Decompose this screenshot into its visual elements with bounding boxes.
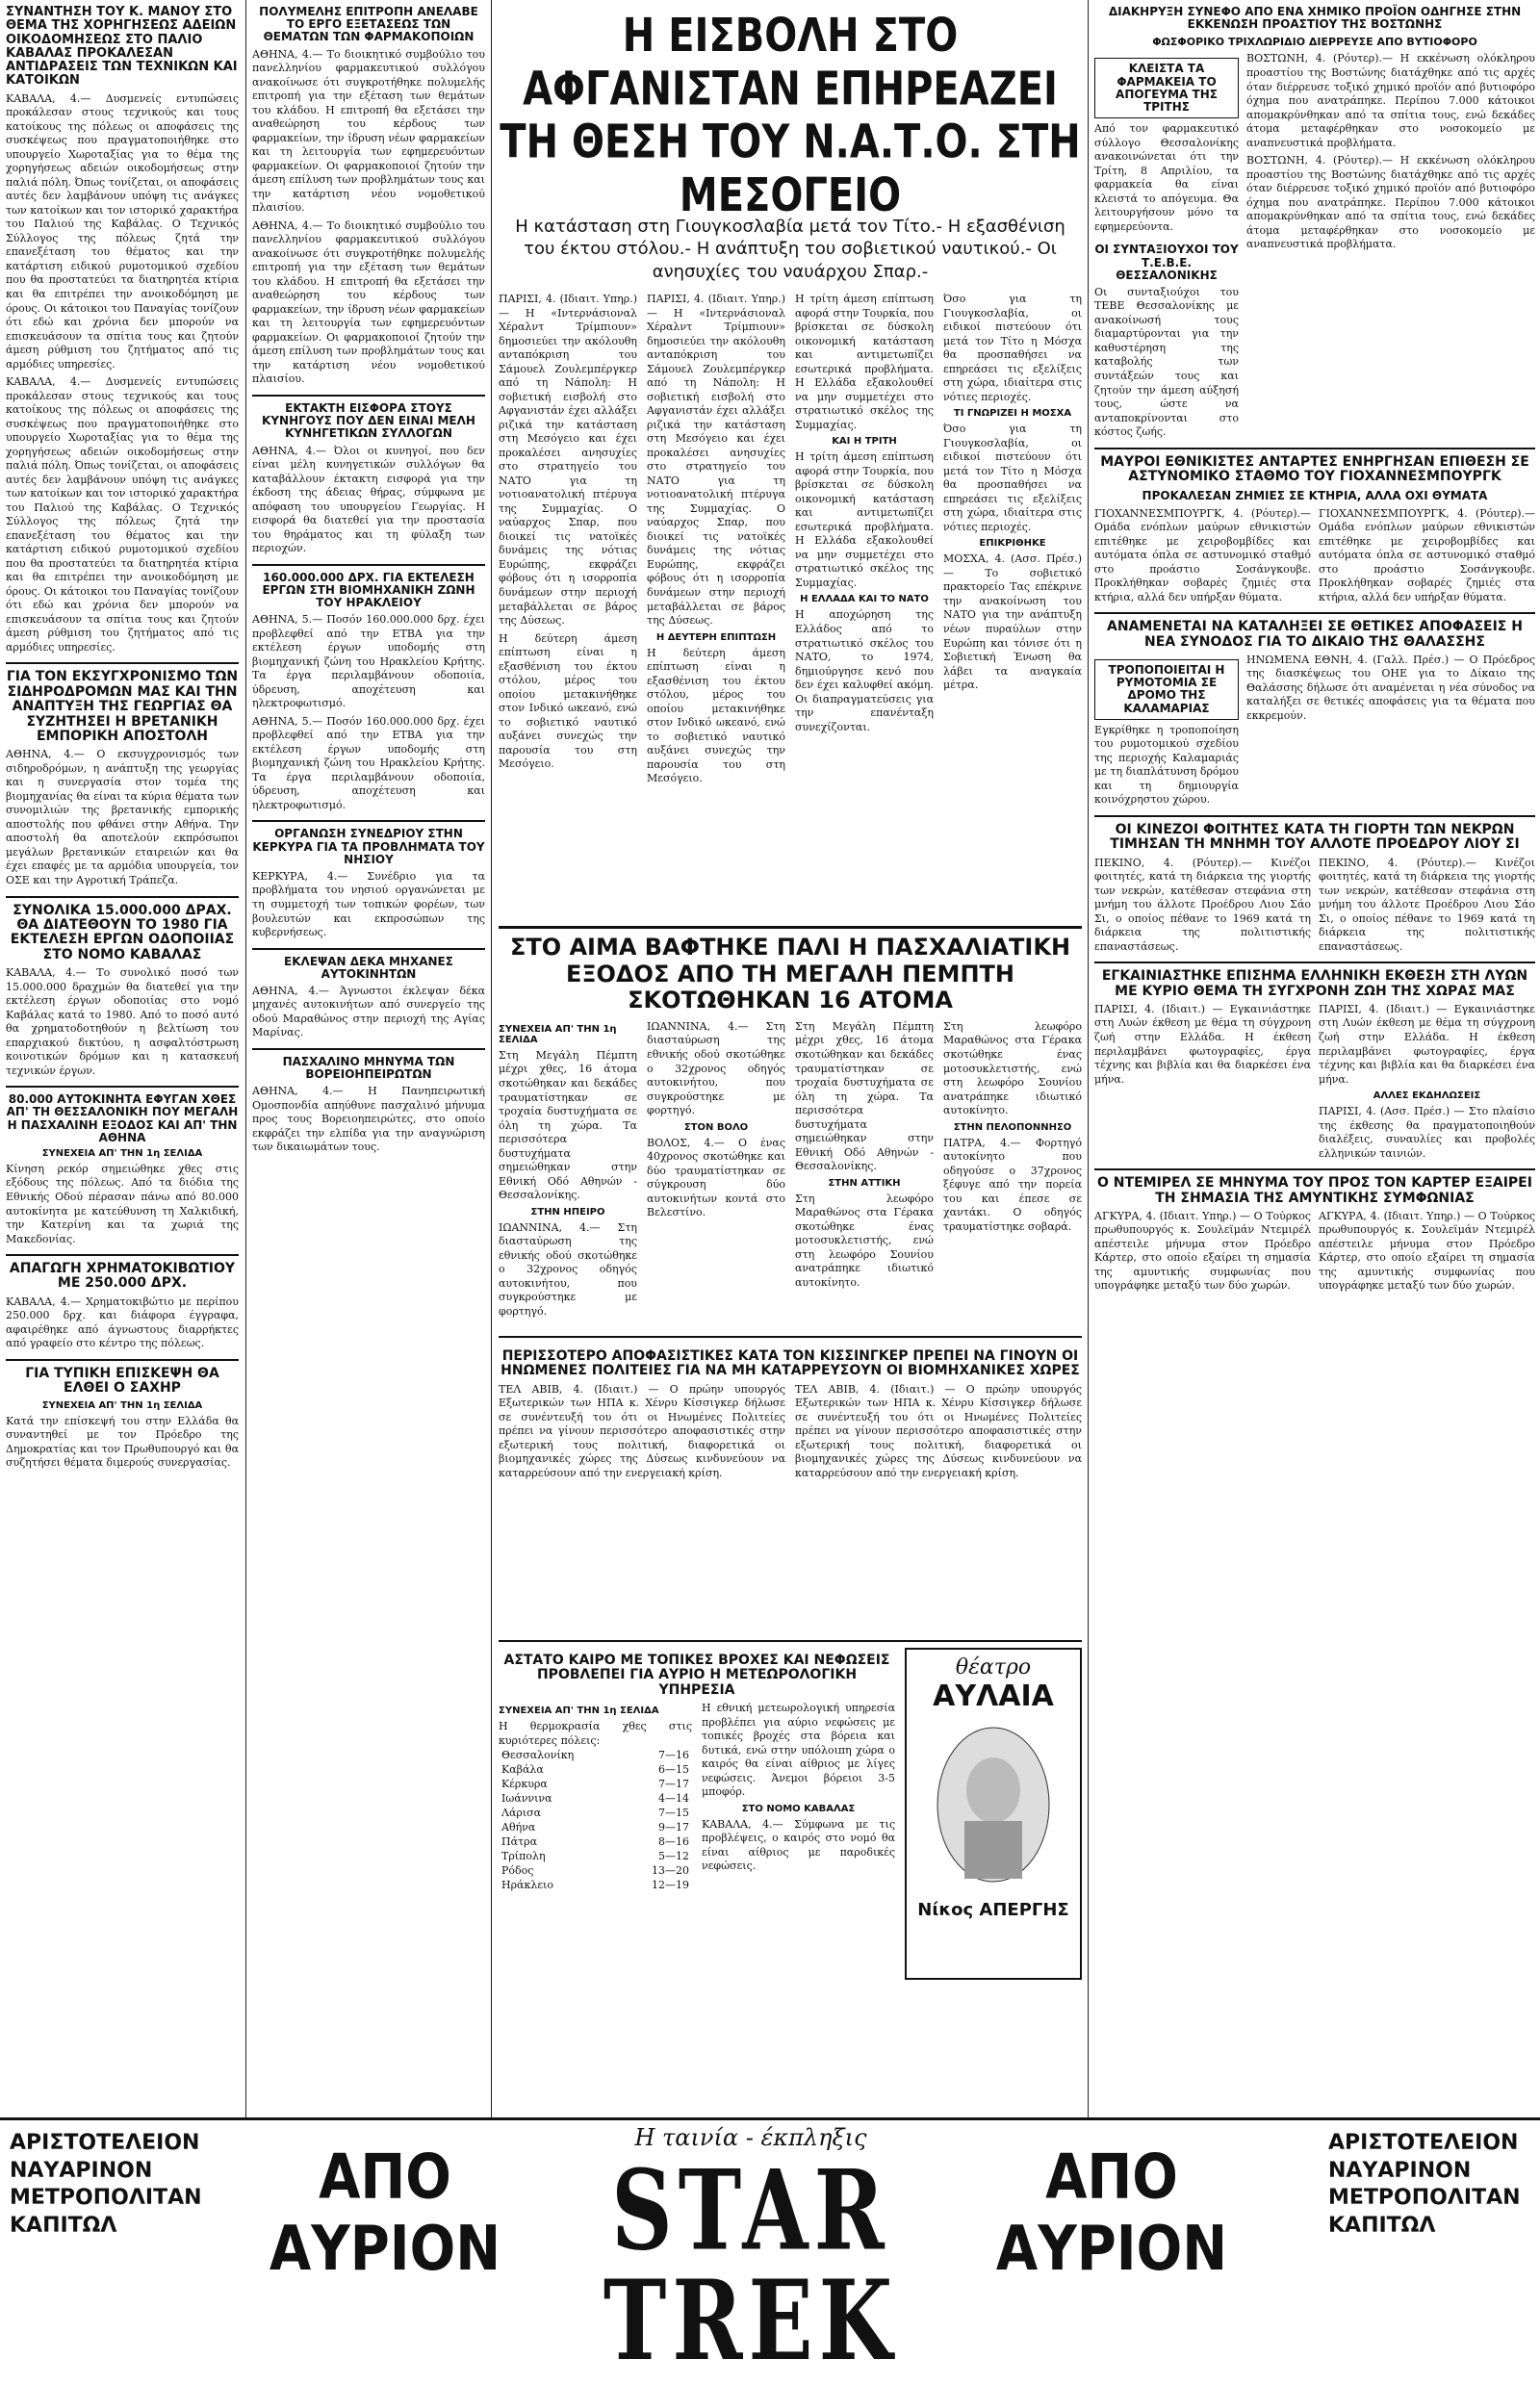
boxed-notice	[1094, 654, 1239, 808]
article-body: ΠΕΚΙΝΟ, 4. (Ρόυτερ).— Κινέζοι φοιτητές, κατά τη διάρκεια της γιορτής των νεκρών, κατέθεσαν στεφάνια στη μνήμη του άλλοτε Προέδρου Λιου Σάο Σι, ο οποίος πέθανε το 1969 κατά τη διάρκεια της πολιτιστικής επαναστάσεως.	[1319, 856, 1535, 953]
article-body: Η δεύτερη άμεση επίπτωση είναι η εξασθένιση του έκτου στόλου, μέρος του οποίου μετακινήθηκε στον Ινδικό ωκεανό, ενώ το σοβιετικό ναυτικό αυξάνει συνεχώς την παρουσία του στη Μεσόγειο.	[647, 646, 785, 785]
weather-row	[499, 1878, 692, 1892]
section-subhead: ΤΙ ΓΝΩΡΙΖΕΙ Η ΜΟΣΧΑ	[953, 408, 1072, 420]
right-row	[1094, 1003, 1535, 1161]
article-title: ΠΕΡΙΣΣΟΤΕΡΟ ΑΠΟΦΑΣΙΣΤΙΚΕΣ ΚΑΤΑ ΤΟΝ ΚΙΣΣΙΝΓΚΕΡ ΠΡΕΠΕΙ ΝΑ ΓΙΝΟΥΝ ΟΙ ΗΝΩΜΕΝΕΣ ΠΟΛΙΤΕΙΕΣ ΓΙΑ ΝΑ ΜΗ ΚΑΤΑΡΡΕΥΣΟΥΝ ΟΙ ΒΙΟΜΗΧΑΝΙΚΕΣ ΧΩΡΕΣ	[500, 1347, 1080, 1379]
weather-col	[499, 1702, 692, 1892]
temperature-table	[499, 1748, 692, 1892]
article-body: Στη λεωφόρο Μαραθώνος στα Γέρακα σκοτώθηκε ένας μοτοσυκλετιστής, ενώ στη λεωφόρο Σουνίου ανατράπηκε ιδιωτικό αυτοκίνητο.	[943, 1019, 1082, 1117]
film-promo	[549, 2124, 953, 2385]
temperature-range: 7—16	[658, 1749, 689, 1762]
article-body: ΑΘΗΝΑ, 4.— Η Πανηπειρωτική Ομοσπονδία απηύθυνε πασχαλινό μήνυμα προς τους Βορειοηπειρώτες, στο οποίο εκφράζει την ελπίδα για την αναγνώριση των δικαιωμάτων τους.	[252, 1085, 485, 1154]
article-body: ΒΟΛΟΣ, 4.— Ο ένας 40χρονος σκοτώθηκε και δύο τραυματίστηκαν σε σύγκρουση δύο αυτοκινήτων κοντά στο Βελεστίνο.	[647, 1136, 785, 1219]
article-body: ΓΙΟΧΑΝΝΕΣΜΠΟΥΡΓΚ, 4. (Ρόυτερ).— Ομάδα ενόπλων μαύρων εθνικιστών επιτέθηκε με χειροβομβίδες και αυτόματα όπλα σε αστυνομικό σταθμό στο προάστιο Σοσάνγκουβε. Προκλήθηκαν σοβαρές ζημιές στα κτήρια, αλλά δεν υπήρξαν θύματα.	[1094, 506, 1311, 603]
article-body: ΚΑΒΑΛΑ, 4.— Χρηματοκιβώτιο με περίπου 250.000 δρχ. και διάφορα έγγραφα, αφαιρέθηκε από άγνωστους διαρρήκτες από γραφείο στο κέντρο της πόλεως.	[6, 1295, 239, 1350]
temperature-range: 5—12	[658, 1850, 689, 1863]
right-text	[1319, 1003, 1535, 1161]
lead-col	[795, 293, 934, 918]
column-right	[1094, 0, 1535, 2117]
weather-row	[499, 1748, 692, 1762]
article-body: ΓΙΟΧΑΝΝΕΣΜΠΟΥΡΓΚ, 4. (Ρόυτερ).— Ομάδα ενόπλων μαύρων εθνικιστών επιτέθηκε με χειροβομβίδες και αυτόματα όπλα σε αστυνομικό σταθμό στο προάστιο Σοσάνγκουβε. Προκλήθηκαν σοβαρές ζημιές στα κτήρια, αλλά δεν υπήρξαν θύματα.	[1319, 506, 1535, 603]
article-title: ΓΙΑ ΤΟΝ ΕΚΣΥΓΧΡΟΝΙΣΜΟ ΤΩΝ ΣΙΔΗΡΟΔΡΟΜΩΝ ΜΑΣ ΚΑΙ ΤΗΝ ΑΝΑΠΤΥΞΗ ΤΗΣ ΓΕΩΡΓΙΑΣ ΘΑ ΣΥΖΗΤΗΣΕΙ Η ΒΡΕΤΑΝΙΚΗ ΕΜΠΟΡΙΚΗ ΑΠΟΣΤΟΛΗ	[6, 662, 239, 744]
section-subhead: Η ΔΕΥΤΕΡΗ ΕΠΙΠΤΩΣΗ	[655, 631, 777, 643]
article-body: ΑΓΚΥΡΑ, 4. (Ιδιαιτ. Υπηρ.) — Ο Τούρκος πρωθυπουργός κ. Σουλεϊμάν Ντεμιρέλ απέστειλε μήνυμα στον Πρόεδρο Κάρτερ, στο οποίο εξαίρει τη σημασία της αμυντικής συμφωνίας που υπογράφηκε μεταξύ των δύο χωρών.	[1094, 1209, 1311, 1293]
pascha-col	[499, 1020, 637, 1328]
article-title: ΑΠΑΓΩΓΗ ΧΡΗΜΑΤΟΚΙΒΩΤΙΟΥ ΜΕ 250.000 ΔΡΧ.	[6, 1254, 239, 1292]
article-body: ΒΟΣΤΩΝΗ, 4. (Ρόυτερ).— Η εκκένωση ολόκληρου προαστίου της Βοστώνης διατάχθηκε από τις αρχές όταν διέρρευσε τοξικό χημικό προϊόν από βυτιοφόρο όχημα που ανατράπηκε. Περίπου 7.000 κάτοικοι απομακρύνθηκαν από τα σπίτια τους, ενώ δεκάδες άτομα μεταφέρθηκαν στο νοσοκομείο με αναπνευστικά προβλήματα.	[1246, 154, 1535, 251]
article-title: ΣΥΝΑΝΤΗΣΗ ΤΟΥ Κ. ΜΑΝΟΥ ΣΤΟ ΘΕΜΑ ΤΗΣ ΧΟΡΗΓΗΣΕΩΣ ΑΔΕΙΩΝ ΟΙΚΟΔΟΜΗΣΕΩΣ ΣΤΟ ΠΑΛΙΟ ΚΑΒΑΛΑΣ ΠΡΟΚΑΛΕΣΑΝ ΑΝΤΙΔΡΑΣΕΙΣ ΤΩΝ ΤΕΧΝΙΚΩΝ ΚΑΙ ΚΑΤΟΙΚΩΝ	[6, 5, 238, 89]
section-subhead: Η ΕΛΛΑΔΑ ΚΑΙ ΤΟ ΝΑΤΟ	[800, 594, 929, 605]
article-body: ΑΘΗΝΑ, 4.— Όλοι οι κυνηγοί, που δεν είναι μέλη κυνηγετικών συλλόγων θα καταβάλλουν έκτακτη εισφορά για την έκδοση της άδειας θήρας, σύμφωνα με απόφαση του υπουργείου Γεωργίας. Η εισφορά θα διατεθεί για την προστασία του θηράματος και τη φύλαξη των περιοχών.	[252, 444, 485, 555]
article-subtitle: ΠΡΟΚΑΛΕΣΑΝ ΖΗΜΙΕΣ ΣΕ ΚΤΗΡΙΑ, ΑΛΛΑ ΟΧΙ ΘΥΜΑΤΑ	[1142, 489, 1488, 503]
pascha-columns	[499, 1020, 1082, 1328]
pascha-col	[647, 1020, 785, 1328]
film-title: STAR TREK	[603, 2144, 899, 2385]
weather-row	[499, 1777, 692, 1791]
weather-columns	[499, 1702, 895, 1892]
weather-col	[702, 1702, 895, 1892]
weather-row	[499, 1863, 692, 1878]
lead-col	[647, 293, 785, 918]
weather-story	[499, 1648, 895, 1980]
weather-row	[499, 1791, 692, 1806]
article-title: Ο ΝΤΕΜΙΡΕΛ ΣΕ ΜΗΝΥΜΑ ΤΟΥ ΠΡΟΣ ΤΟΝ ΚΑΡΤΕΡ ΕΞΑΙΡΕΙ ΤΗ ΣΗΜΑΣΙΑ ΤΗΣ ΑΜΥΝΤΙΚΗΣ ΣΥΜΦΩΝΙΑΣ	[1094, 1168, 1535, 1206]
continuation-note: ΣΥΝΕΧΕΙΑ ΑΠ' ΤΗΝ 1η ΣΕΛΙΔΑ	[499, 1023, 617, 1045]
lead-story-columns	[499, 293, 1082, 918]
pascha-story	[499, 926, 1082, 1328]
article-body: ΤΕΛ ΑΒΙΒ, 4. (Ιδιαιτ.) — Ο πρώην υπουργός Εξωτερικών των ΗΠΑ κ. Χένρυ Κίσσιγκερ δήλωσε σε συνέντευξή του ότι οι Ηνωμένες Πολιτείες πρέπει να γίνουν περισσότερο αποφασιστικές στην εξωτερική τους πολιτική, διαφορετικά οι βιομηχανικές χώρες της Δύσεως κινδυνεύουν να καταρρεύσουν από την ενεργειακή κρίση.	[499, 1382, 785, 1479]
lead-col	[943, 293, 1082, 918]
kissinger-row	[499, 1336, 1082, 1632]
cinema-name: ΝΑΥΑΡΙΝΟΝ	[10, 2158, 153, 2183]
article-title: ΓΙΑ ΤΥΠΙΚΗ ΕΠΙΣΚΕΨΗ ΘΑ ΕΛΘΕΙ Ο ΣΑΧΗΡ	[6, 1359, 239, 1397]
article-body: ΠΑΡΙΣΙ, 4. (Ασσ. Πρέσ.) — Στο πλαίσιο της έκθεσης θα πραγματοποιηθούν διαλέξεις, συναυλίες και προβολές ελληνικών ταινιών.	[1319, 1105, 1535, 1160]
continuation-note: ΣΥΝΕΧΕΙΑ ΑΠ' ΤΗΝ 1η ΣΕΛΙΔΑ	[41, 1147, 203, 1159]
temperature-range: 6—15	[658, 1763, 689, 1777]
article-body: ΠΕΚΙΝΟ, 4. (Ρόυτερ).— Κινέζοι φοιτητές, κατά τη διάρκεια της γιορτής των νεκρών, κατέθεσαν στεφάνια στη μνήμη του άλλοτε Προέδρου Λιου Σάο Σι, ο οποίος πέθανε το 1969 κατά τη διάρκεια της πολιτιστικής επαναστάσεως.	[1094, 856, 1311, 953]
article-title: ΟΙ ΚΙΝΕΖΟΙ ΦΟΙΤΗΤΕΣ ΚΑΤΑ ΤΗ ΓΙΟΡΤΗ ΤΩΝ ΝΕΚΡΩΝ ΤΙΜΗΣΑΝ ΤΗ ΜΝΗΜΗ ΤΟΥ ΑΛΛΟΤΕ ΠΡΟΕΔΡΟΥ ΛΙΟΥ ΣΙ	[1094, 815, 1535, 853]
article-title: ΑΣΤΑΤΟ ΚΑΙΡΟ ΜΕ ΤΟΠΙΚΕΣ ΒΡΟΧΕΣ ΚΑΙ ΝΕΦΩΣΕΙΣ ΠΡΟΒΛΕΠΕΙ ΓΙΑ ΑΥΡΙΟ Η ΜΕΤΕΩΡΟΛΟΓΙΚΗ ΥΠΗΡΕΣΙΑ	[503, 1652, 890, 1698]
city-name: Αθήνα	[501, 1821, 536, 1834]
article-body: ΙΩΑΝΝΙΝΑ, 4.— Στη διασταύρωση της εθνικής οδού σκοτώθηκε ο 32χρονος οδηγός αυτοκινήτου, που συγκρούστηκε με φορτηγό.	[499, 1220, 637, 1318]
continuation-note: ΣΥΝΕΧΕΙΑ ΑΠ' ΤΗΝ 1η ΣΕΛΙΔΑ	[499, 1705, 659, 1717]
article-body: Η τρίτη άμεση επίπτωση αφορά στην Τουρκία, που βρίσκεται σε δύσκολη οικονομική κατάσταση και αντιμετωπίζει εσωτερικά προβλήματα. Η Ελλάδα εξακολουθεί να μην συμμετέχει στο στρατιωτικό σκέλος της Συμμαχίας.	[795, 450, 934, 589]
cinema-name: ΜΕΤΡΟΠΟΛΙΤΑΝ	[1328, 2186, 1521, 2211]
boxed-notice	[1094, 52, 1239, 439]
lead-col	[499, 293, 637, 918]
right-row	[1094, 52, 1535, 439]
article-body: Όσο για τη Γιουγκοσλαβία, οι ειδικοί πιστεύουν ότι μετά τον Τίτο η Μόσχα θα προσπαθήσει να επηρεάσει τις εξελίξεις στη χώρα, ιδιαίτερα στις νότιες περιοχές.	[943, 293, 1082, 403]
article-title: ΜΑΥΡΟΙ ΕΘΝΙΚΙΣΤΕΣ ΑΝΤΑΡΤΕΣ ΕΝΗΡΓΗΣΑΝ ΕΠΙΘΕΣΗ ΣΕ ΑΣΤΥΝΟΜΙΚΟ ΣΤΑΘΜΟ ΤΟΥ ΓΙΟΧΑΝΝΕΣΜΠΟΥΡΓΚ	[1094, 448, 1535, 485]
theatre-aulaia-ad	[905, 1648, 1082, 1980]
temperature-range: 7—17	[658, 1778, 689, 1791]
right-row	[1094, 507, 1535, 605]
weather-row	[499, 1834, 692, 1849]
temperature-range: 9—17	[658, 1821, 689, 1834]
article-title: ΣΤΟ ΑΙΜΑ ΒΑΦΤΗΚΕ ΠΑΛΙ Η ΠΑΣΧΑΛΙΑΤΙΚΗ ΕΞΟΔΟΣ ΑΠΟ ΤΗ ΜΕΓΑΛΗ ΠΕΜΠΤΗ ΣΚΟΤΩΘΗΚΑΝ 16 ΑΤΟΜΑ	[509, 934, 1071, 1014]
article-title: ΕΓΚΑΙΝΙΑΣΤΗΚΕ ΕΠΙΣΗΜΑ ΕΛΛΗΝΙΚΗ ΕΚΘΕΣΗ ΣΤΗ ΛΥΩΝ ΜΕ ΚΥΡΙΟ ΘΕΜΑ ΤΗ ΣΥΓΧΡΟΝΗ ΖΩΗ ΤΗΣ ΧΩΡΑΣ ΜΑΣ	[1094, 962, 1535, 999]
article-title: ΠΟΛΥΜΕΛΗΣ ΕΠΙΤΡΟΠΗ ΑΝΕΛΑΒΕ ΤΟ ΕΡΓΟ ΕΞΕΤΑΣΕΩΣ ΤΩΝ ΘΕΜΑΤΩΝ ΤΩΝ ΦΑΡΜΑΚΟΠΟΙΩΝ	[259, 5, 478, 44]
article-body: ΚΑΒΑΛΑ, 4.— Σύμφωνα με τις προβλέψεις, ο καιρός στο νομό θα είναι αίθριος με παροδικές νεφώσεις.	[702, 1817, 895, 1873]
article-body: ΗΝΩΜΕΝΑ ΕΘΝΗ, 4. (Γαλλ. Πρέσ.) — Ο Πρόεδρος της διασκέψεως του ΟΗΕ για το Δίκαιο της Θαλάσσης δήλωσε ότι αναμένεται η νέα σύνοδος να καταλήξει σε θετικές αποφάσεις για τα θέματα που εκκρεμούν.	[1246, 653, 1535, 722]
cinema-list-left	[10, 2130, 231, 2274]
ad-text: ΑΥΛΑΙΑ	[933, 1679, 1054, 1713]
article-subtitle: ΦΩΣΦΟΡΙΚΟ ΤΡΙΧΛΩΡΙΔΙΟ ΔΙΕΡΡΕΥΣΕ ΑΠΟ ΒΥΤΙΟΦΟΡΟ	[1152, 36, 1477, 49]
pascha-col	[795, 1020, 934, 1328]
article-body: ΑΘΗΝΑ, 4.— Το διοικητικό συμβούλιο του πανελληνίου φαρμακευτικού συλλόγου ανακοίνωσε ότι συγκροτήθηκε πολυμελής επιτροπή για την εξέταση των θεμάτων του κλάδου. Η επιτροπή θα εξετάσει την αναθεώρηση του κέρδους των φαρμακείων, την ίδρυση νέων φαρμακείων και τη λειτουργία των εφημερευόντων φαρμακείων. Οι φαρμακοποιοί ζητούν την άμεση επίλυση των προβλημάτων τους και την κατάρτιση νέου νομοθετικού πλαισίου.	[252, 218, 485, 386]
cinema-name: ΑΡΙΣΤΟΤΕΛΕΙΟΝ	[1328, 2131, 1519, 2155]
article-body: ΒΟΣΤΩΝΗ, 4. (Ρόυτερ).— Η εκκένωση ολόκληρου προαστίου της Βοστώνης διατάχθηκε από τις αρχές όταν διέρρευσε τοξικό χημικό προϊόν από βυτιοφόρο όχημα που ανατράπηκε. Περίπου 7.000 κάτοικοι απομακρύνθηκαν από τα σπίτια τους, ενώ δεκάδες άτομα μεταφέρθηκαν στο νοσοκομείο με αναπνευστικά προβλήματα.	[1246, 52, 1535, 149]
section-subhead: ΑΛΛΕΣ ΕΚΔΗΛΩΣΕΙΣ	[1373, 1090, 1481, 1102]
article-body: ΑΘΗΝΑ, 4.— Άγνωστοι έκλεψαν δέκα μηχανές αυτοκινήτων από συνεργείο της οδού Μαραθώνος στην περιοχή της Αγίας Μαρίνας.	[252, 984, 485, 1039]
article-body: ΠΑΡΙΣΙ, 4. (Ιδιαιτ. Υπηρ.) — Η «Ιντερνάσιοναλ Χέραλντ Τρίμπιουν» δημοσιεύει την ακόλουθη ανταπόκριση του Σάμουελ Ζουλεμπέργκερ από τη Νάπολη: Η σοβιετική εισβολή στο Αφγανιστάν έχει αλλάξει ριζικά την κατάσταση στη Μεσόγειο και έχει προκαλέσει ανησυχίες στο στρατηγείο του ΝΑΤΟ για τη νοτιοανατολική πτέρυγα της Συμμαχίας. Ο ναύαρχος Σπαρ, που διοικεί τις νατοϊκές δυνάμεις της νότιας Ευρώπης, εκφράζει φόβους ότι η ισορροπία δυνάμεων στην περιοχή μεταβάλλεται σε βάρος της Δύσεως.	[499, 293, 637, 628]
temperature-range: 7—15	[658, 1807, 689, 1820]
section-subhead: ΣΤΟ ΝΟΜΟ ΚΑΒΑΛΑΣ	[741, 1803, 856, 1814]
column-1	[6, 0, 239, 2117]
article-body: Οι συνταξιούχοι του ΤΕΒΕ Θεσσαλονίκης με ανακοίνωσή τους διαμαρτύρονται για την καθυστέρηση της καταβολής των συντάξεών τους και ζητούν την άμεση αύξησή τους, ώστε να ανταποκρίνονται στο κόστος ζωής.	[1094, 285, 1239, 439]
kissinger-columns	[499, 1383, 1082, 1481]
article-body: ΚΕΡΚΥΡΑ, 4.— Συνέδριο για τα προβλήματα του νησιού οργανώνεται με τη συμμετοχή των τοπικών φορέων, των βουλευτών και εκπροσώπων της κυβερνήσεως.	[252, 869, 485, 939]
weather-row	[499, 1640, 1082, 1980]
article-body: ΚΑΒΑΛΑ, 4.— Δυσμενείς εντυπώσεις προκάλεσαν στους τεχνικούς και τους κατοίκους της πόλεως οι αποφάσεις της συσκέψεως που πραγματοποιήθηκε στο υπουργείο Χωροταξίας για το θέμα της χορηγήσεως αδειών οικοδομήσεως στην παλιά πόλη. Όπως τονίζεται, οι αποφάσεις αυτές δεν λαμβάνουν υπόψη τις ανάγκες των κατοίκων και τον ιστορικό χαρακτήρα του Παλιού της Καβάλας. Ο Τεχνικός Σύλλογος της πόλεως ζητά την επανεξέταση του θέματος και την κατάρτιση ειδικού ρυμοτομικού σχεδίου που θα προστατεύει τα διατηρητέα κτίρια και θα επιτρέπει την ανοικοδόμηση με όρους. Οι κάτοικοι του Παναγίας τονίζουν ότι εδώ και χρόνια δεν μπορούν να επισκευάσουν τα σπίτια τους και ζητούν άμεση ρύθμιση του ζητήματος από τις αρμόδιες υπηρεσίες.	[6, 375, 239, 654]
ad-text: Η ταινία - έκπληξις	[634, 2124, 867, 2151]
article-body: ΙΩΑΝΝΙΝΑ, 4.— Στη διασταύρωση της εθνικής οδού σκοτώθηκε ο 32χρονος οδηγός αυτοκινήτου, που συγκρούστηκε με φορτηγό.	[647, 1019, 785, 1117]
article-body: Κίνηση ρεκόρ σημειώθηκε χθες στις εξόδους της πόλεως. Από τα διόδια της Εθνικής Οδού πέρασαν πάνω από 80.000 αυτοκίνητα με κατεύθυνση τη Χαλκιδική, την Κατερίνη και τα χωριά της Μακεδονίας.	[6, 1162, 239, 1245]
section-subhead: ΚΑΙ Η ΤΡΙΤΗ	[832, 436, 897, 448]
cinema-name: ΚΑΠΙΤΩΛ	[10, 2213, 117, 2238]
article-body: ΑΘΗΝΑ, 4.— Ο εκσυγχρονισμός των σιδηροδρόμων, η ανάπτυξη της γεωργίας και η συνεργασία στον τομέα της βιομηχανίας θα είναι τα κύρια θέματα των συνομιλιών της βρετανικής εμπορικής αποστολής που φθάνει στην Αθήνα. Την αποστολή θα αποτελούν εκπρόσωποι μεγάλων βρετανικών εταιρειών και θα έχει επαφές με τα αρμόδια υπουργεία, τον ΟΣΕ και την Αγροτική Τράπεζα.	[6, 748, 239, 886]
main-area	[499, 0, 1082, 2117]
city-name: Τρίπολη	[501, 1850, 546, 1863]
article-body: ΤΕΛ ΑΒΙΒ, 4. (Ιδιαιτ.) — Ο πρώην υπουργός Εξωτερικών των ΗΠΑ κ. Χένρυ Κίσσιγκερ δήλωσε σε συνέντευξή του ότι οι Ηνωμένες Πολιτείες πρέπει να γίνουν περισσότερο αποφασιστικές στην εξωτερική τους πολιτική, διαφορετικά οι βιομηχανικές χώρες της Δύσεως κινδυνεύουν να καταρρεύσουν από την ενεργειακή κρίση.	[795, 1382, 1082, 1479]
article-body: Η τρίτη άμεση επίπτωση αφορά στην Τουρκία, που βρίσκεται σε δύσκολη οικονομική κατάσταση και αντιμετωπίζει εσωτερικά προβλήματα. Η Ελλάδα εξακολουθεί να μην συμμετέχει στο στρατιωτικό σκέλος της Συμμαχίας.	[795, 293, 934, 431]
article-title: ΠΑΣΧΑΛΙΝΟ ΜΗΝΥΜΑ ΤΩΝ ΒΟΡΕΙΟΗΠΕΙΡΩΤΩΝ	[252, 1048, 485, 1081]
article-title: ΔΙΑΚΗΡΥΞΗ ΣΥΝΕΦΟ ΑΠΟ ΕΝΑ ΧΗΜΙΚΟ ΠΡΟΪΟΝ ΟΔΗΓΗΣΕ ΣΤΗΝ ΕΚΚΕΝΩΣΗ ΠΡΟΑΣΤΙΟΥ ΤΗΣ ΒΟΣΤΩΝΗΣ	[1108, 5, 1522, 32]
lead-headline: Η ΕΙΣΒΟΛΗ ΣΤΟ ΑΦΓΑΝΙΣΤΑΝ ΕΠΗΡΕΑΖΕΙ ΤΗ ΘΕΣΗ ΤΟΥ Ν.Α.Τ.Ο. ΣΤΗ ΜΕΣΟΓΕΙΟ	[500, 10, 1081, 222]
article-body: Κατά την επίσκεψή του στην Ελλάδα θα συναντηθεί με τον Πρόεδρο της Δημοκρατίας και τον Πρωθυπουργό και θα συζητήσει θέματα διμερούς συνεργασίας.	[6, 1414, 239, 1470]
article-body: Όσο για τη Γιουγκοσλαβία, οι ειδικοί πιστεύουν ότι μετά τον Τίτο η Μόσχα θα προσπαθήσει να επηρεάσει τις εξελίξεις στη χώρα, ιδιαίτερα στις νότιες περιοχές.	[943, 423, 1082, 533]
column-rule	[491, 0, 492, 2117]
cinema-ad-band	[0, 2117, 1540, 2385]
pascha-col	[943, 1020, 1082, 1328]
ad-text: ΑΠΟ ΑΥΡΙΟΝ	[995, 2141, 1228, 2286]
city-name: Κέρκυρα	[501, 1778, 548, 1791]
temperature-range: 12—19	[652, 1879, 689, 1892]
right-text	[1246, 52, 1535, 439]
article-body: Στη Μεγάλη Πέμπτη μέχρι χθες, 16 άτομα σκοτώθηκαν και δεκάδες τραυματίστηκαν σε τροχαία δυστυχήματα σε όλη τη χώρα. Τα περισσότερα δυστυχήματα σημειώθηκαν στην Εθνική Οδό Αθηνών - Θεσσαλονίκης.	[795, 1019, 934, 1173]
article-title: ΕΚΤΑΚΤΗ ΕΙΣΦΟΡΑ ΣΤΟΥΣ ΚΥΝΗΓΟΥΣ ΠΟΥ ΔΕΝ ΕΙΝΑΙ ΜΕΛΗ ΚΥΝΗΓΕΤΙΚΩΝ ΣΥΛΛΟΓΩΝ	[252, 395, 485, 441]
city-name: Ηράκλειο	[501, 1879, 553, 1892]
ad-text: θέατρο	[955, 1654, 1032, 1680]
article-body: ΑΓΚΥΡΑ, 4. (Ιδιαιτ. Υπηρ.) — Ο Τούρκος πρωθυπουργός κ. Σουλεϊμάν Ντεμιρέλ απέστειλε μήνυμα στον Πρόεδρο Κάρτερ, στο οποίο εξαίρει τη σημασία της αμυντικής συμφωνίας που υπογράφηκε μεταξύ των δύο χωρών.	[1319, 1209, 1535, 1293]
section-subhead: ΕΠΙΚΡΙΘΗΚΕ	[979, 538, 1046, 550]
lead-subheadline: Η κατάσταση στη Γιουγκοσλαβία μετά τον Τίτο.- Η εξασθένιση του έκτου στόλου.- Η ανάπτυξη του σοβιετικού ναυτικού.- Οι ανησυχίες του ναυάρχου Σπαρ.-	[515, 217, 1065, 282]
article-body: Στη λεωφόρο Μαραθώνος στα Γέρακα σκοτώθηκε ένας μοτοσυκλετιστής, ενώ στη λεωφόρο Σουνίου ανατράπηκε ιδιωτικό αυτοκίνητο.	[795, 1192, 934, 1289]
article-body: Από τον φαρμακευτικό σύλλογο Θεσσαλονίκης ανακοινώνεται ότι την Τρίτη, 8 Απριλίου, τα φαρμακεία θα είναι κλειστά το απόγευμα. Θα λειτουργήσουν μόνο τα εφημερεύοντα.	[1094, 122, 1239, 233]
section-subhead: ΣΤΗΝ ΠΕΛΟΠΟΝΝΗΣΟ	[953, 1121, 1072, 1133]
article-title: ΚΛΕΙΣΤΑ ΤΑ ΦΑΡΜΑΚΕΙΑ ΤΟ ΑΠΟΓΕΥΜΑ ΤΗΣ ΤΡΙΤΗΣ	[1094, 58, 1239, 118]
weather-row	[499, 1806, 692, 1820]
city-name: Πάτρα	[501, 1835, 538, 1849]
article-body: ΚΑΒΑΛΑ, 4.— Το συνολικό ποσό των 15.000.000 δραχμών θα διατεθεί για την εκτέλεση έργων οδοποιίας στο νομό Καβάλας κατά το 1980. Από το ποσό αυτό θα χρηματοδοτηθούν η βελτίωση του επαρχιακού δικτύου, η ασφαλτόστρωση κοινοτικών δρόμων και η κατασκευή τεχνικών έργων.	[6, 966, 239, 1077]
article-body: ΑΘΗΝΑ, 4.— Το διοικητικό συμβούλιο του πανελληνίου φαρμακευτικού συλλόγου ανακοίνωσε ότι συγκροτήθηκε πολυμελής επιτροπή για την εξέταση των θεμάτων του κλάδου. Η επιτροπή θα εξετάσει την αναθεώρηση του κέρδους των φαρμακείων, την ίδρυση νέων φαρμακείων και τη λειτουργία των εφημερευόντων φαρμακείων. Οι φαρμακοποιοί ζητούν την άμεση επίλυση των προβλημάτων τους και την κατάρτιση νέου νομοθετικού πλαισίου.	[252, 47, 485, 215]
weather-row	[499, 1762, 692, 1777]
kissinger-story	[499, 1344, 1082, 1632]
temperature-range: 4—14	[658, 1792, 689, 1806]
cinema-name: ΜΕΤΡΟΠΟΛΙΤΑΝ	[10, 2186, 202, 2211]
section-subhead: ΣΤΟΝ ΒΟΛΟ	[683, 1121, 749, 1133]
article-body: ΜΟΣΧΑ, 4. (Ασσ. Πρέσ.) — Το σοβιετικό πρακτορείο Τας επέκρινε την ανακοίνωση του ΝΑΤΟ για την ανάπτυξη νέων πυραύλων στην Ευρώπη και τόνισε ότι η Σοβιετική Ένωση θα λάβει τα αναγκαία μέτρα.	[943, 552, 1082, 692]
article-title: ΑΝΑΜΕΝΕΤΑΙ ΝΑ ΚΑΤΑΛΗΞΕΙ ΣΕ ΘΕΤΙΚΕΣ ΑΠΟΦΑΣΕΙΣ Η ΝΕΑ ΣΥΝΟΔΟΣ ΓΙΑ ΤΟ ΔΙΚΑΙΟ ΤΗΣ ΘΑΛΑΣΣΗΣ	[1094, 612, 1535, 650]
weather-row	[499, 1849, 692, 1863]
article-body: ΚΑΒΑΛΑ, 4.— Δυσμενείς εντυπώσεις προκάλεσαν στους τεχνικούς και τους κατοίκους της πόλεως οι αποφάσεις της συσκέψεως που πραγματοποιήθηκε στο υπουργείο Χωροταξίας για το θέμα της χορηγήσεως αδειών οικοδομήσεως στην παλιά πόλη. Όπως τονίζεται, οι αποφάσεις αυτές δεν λαμβάνουν υπόψη τις ανάγκες των κατοίκων και τον ιστορικό χαρακτήρα του Παλιού της Καβάλας. Ο Τεχνικός Σύλλογος της πόλεως ζητά την επανεξέταση του θέματος και την κατάρτιση ειδικού ρυμοτομικού σχεδίου που θα προστατεύει τα διατηρητέα κτίρια και θα επιτρέπει την ανοικοδόμηση με όρους. Οι κάτοικοι του Παναγίας τονίζουν ότι εδώ και χρόνια δεν μπορούν να επισκευάσουν τα σπίτια τους και ζητούν άμεση ρύθμιση του ζητήματος από τις αρμόδιες υπηρεσίες.	[6, 91, 239, 371]
article-body: ΠΑΡΙΣΙ, 4. (Ιδιαιτ. Υπηρ.) — Η «Ιντερνάσιοναλ Χέραλντ Τρίμπιουν» δημοσιεύει την ακόλουθη ανταπόκριση του Σάμουελ Ζουλεμπέργκερ από τη Νάπολη: Η σοβιετική εισβολή στο Αφγανιστάν έχει αλλάξει ριζικά την κατάσταση στη Μεσόγειο και έχει προκαλέσει ανησυχίες στο στρατηγείο του ΝΑΤΟ για τη νοτιοανατολική πτέρυγα της Συμμαχίας. Ο ναύαρχος Σπαρ, που διοικεί τις νατοϊκές δυνάμεις της νότιας Ευρώπης, εκφράζει φόβους ότι η ισορροπία δυνάμεων στην περιοχή μεταβάλλεται σε βάρος της Δύσεως.	[647, 293, 785, 628]
article-title: 160.000.000 ΔΡΧ. ΓΙΑ ΕΚΤΕΛΕΣΗ ΕΡΓΩΝ ΣΤΗ ΒΙΟΜΗΧΑΝΙΚΗ ΖΩΝΗ ΤΟΥ ΗΡΑΚΛΕΙΟΥ	[252, 564, 485, 610]
city-name: Ιωάννινα	[501, 1792, 552, 1806]
section-subhead: ΣΤΗΝ ΑΤΤΙΚΗ	[828, 1177, 901, 1189]
temperature-range: 8—16	[658, 1835, 689, 1849]
article-title: ΟΡΓΑΝΩΣΗ ΣΥΝΕΔΡΙΟΥ ΣΤΗΝ ΚΕΡΚΥΡΑ ΓΙΑ ΤΑ ΠΡΟΒΛΗΜΑΤΑ ΤΟΥ ΝΗΣΙΟΥ	[252, 820, 485, 866]
article-title: 80.000 ΑΥΤΟΚΙΝΗΤΑ ΕΦΥΓΑΝ ΧΘΕΣ ΑΠ' ΤΗ ΘΕΣΣΑΛΟΝΙΚΗ ΠΟΥ ΜΕΓΑΛΗ Η ΠΑΣΧΑΛΙΝΗ ΕΞΟΔΟΣ ΚΑΙ ΑΠ' ΤΗΝ ΑΘΗΝΑ	[6, 1086, 239, 1144]
portrait-illustration	[926, 1713, 1061, 1896]
article-title: ΤΡΟΠΟΠΟΙΕΙΤΑΙ Η ΡΥΜΟΤΟΜΙΑ ΣΕ ΔΡΟΜΟ ΤΗΣ ΚΑΛΑΜΑΡΙΑΣ	[1094, 659, 1239, 720]
weather-intro: Η θερμοκρασία χθες στις κυριότερες πόλεις:	[499, 1720, 692, 1747]
city-name: Ρόδος	[501, 1864, 534, 1878]
right-row	[1094, 857, 1535, 955]
article-title: ΣΥΝΟΛΙΚΑ 15.000.000 ΔΡΑΧ. ΘΑ ΔΙΑΤΕΘΟΥΝ ΤΟ 1980 ΓΙΑ ΕΚΤΕΛΕΣΗ ΕΡΓΩΝ ΟΔΟΠΟΙΙΑΣ ΣΤΟ ΝΟΜΟ ΚΑΒΑΛΑΣ	[6, 896, 239, 963]
article-title: ΟΙ ΣΥΝΤΑΞΙΟΥΧΟΙ ΤΟΥ Τ.Ε.Β.Ε. ΘΕΣΣΑΛΟΝΙΚΗΣ	[1094, 243, 1239, 282]
right-row	[1094, 1210, 1535, 1294]
city-name: Καβάλα	[501, 1763, 544, 1777]
article-body: ΠΑΡΙΣΙ, 4. (Ιδιαιτ.) — Εγκαινιάστηκε στη Λυών έκθεση με θέμα τη σύγχρονη ζωή στην Ελλάδα. Η έκθεση περιλαμβάνει φωτογραφίες, έργα τέχνης και βιβλία και θα διαρκέσει ένα μήνα.	[1094, 1002, 1311, 1086]
cinema-name: ΝΑΥΑΡΙΝΟΝ	[1328, 2158, 1472, 2183]
ad-text: ΑΠΟ ΑΥΡΙΟΝ	[269, 2141, 501, 2286]
article-body: ΠΑΤΡΑ, 4.— Φορτηγό αυτοκίνητο που οδηγούσε ο 37χρονος ξέφυγε από την πορεία του και έπεσε σε χαντάκι. Ο οδηγός τραυματίστηκε σοβαρά.	[943, 1136, 1082, 1233]
right-row	[1094, 654, 1535, 808]
temperature-range: 13—20	[652, 1864, 689, 1878]
article-body: ΠΑΡΙΣΙ, 4. (Ιδιαιτ.) — Εγκαινιάστηκε στη Λυών έκθεση με θέμα τη σύγχρονη ζωή στην Ελλάδα. Η έκθεση περιλαμβάνει φωτογραφίες, έργα τέχνης και βιβλία και θα διαρκέσει ένα μήνα.	[1319, 1002, 1535, 1086]
article-body: Η δεύτερη άμεση επίπτωση είναι η εξασθένιση του έκτου στόλου, μέρος του οποίου μετακινήθηκε στον Ινδικό ωκεανό, ενώ το σοβιετικό ναυτικό αυξάνει συνεχώς την παρουσία του στη Μεσόγειο.	[499, 631, 637, 771]
cinema-list-right	[1328, 2130, 1535, 2274]
city-name: Θεσσαλονίκη	[501, 1749, 575, 1762]
column-rule	[245, 0, 246, 2117]
ad-text: Νίκος ΑΠΕΡΓΗΣ	[917, 1899, 1069, 1920]
article-body: Στη Μεγάλη Πέμπτη μέχρι χθες, 16 άτομα σκοτώθηκαν και δεκάδες τραυματίστηκαν σε τροχαία δυστυχήματα σε όλη τη χώρα. Τα περισσότερα δυστυχήματα σημειώθηκαν στην Εθνική Οδό Αθηνών - Θεσσαλονίκης.	[499, 1048, 637, 1202]
article-body: Εγκρίθηκε η τροποποίηση του ρυμοτομικού σχεδίου της περιοχής Καλαμαριάς με τη διαπλάτυνση δρόμου και τη δημιουργία κοινόχρηστου χώρου.	[1094, 723, 1239, 807]
city-name: Λάρισα	[501, 1807, 542, 1820]
section-subhead: ΣΤΗΝ ΗΠΕΙΡΟ	[530, 1206, 605, 1218]
article-body: ΑΘΗΝΑ, 5.— Ποσόν 160.000.000 δρχ. έχει προβλεφθεί από την ΕΤΒΑ για την εκτέλεση έργων υποδομής στη βιομηχανική ζώνη του Ηρακλείου Κρήτης. Τα έργα περιλαμβάνουν οδοποιία, ύδρευση, αποχέτευση και ηλεκτροφωτισμό.	[252, 613, 485, 710]
column-2	[252, 0, 485, 2117]
article-body: Η εθνική μετεωρολογική υπηρεσία προβλέπει για αύριο νεφώσεις με τοπικές βροχές στα βόρεια και δυτικά, ενώ στην υπόλοιπη χώρα ο καιρός θα είναι αίθριος με λίγες νεφώσεις. Άνεμοι βόρειοι 3-5 μποφόρ.	[702, 1702, 895, 1799]
continuation-note: ΣΥΝΕΧΕΙΑ ΑΠ' ΤΗΝ 1η ΣΕΛΙΔΑ	[41, 1399, 203, 1411]
column-rule	[1088, 0, 1089, 2117]
article-body: Η αποχώρηση της Ελλάδος από το στρατιωτικό σκέλος του ΝΑΤΟ, το 1974, δημιούργησε κενό που δεν έχει καλυφθεί ακόμη. Οι διαπραγματεύσεις για την επανένταξη συνεχίζονται.	[795, 608, 934, 733]
cinema-name: ΑΡΙΣΤΟΤΕΛΕΙΟΝ	[10, 2131, 200, 2155]
cinema-name: ΚΑΠΙΤΩΛ	[1328, 2213, 1436, 2238]
article-title: ΕΚΛΕΨΑΝ ΔΕΚΑ ΜΗΧΑΝΕΣ ΑΥΤΟΚΙΝΗΤΩΝ	[252, 948, 485, 981]
article-body: ΑΘΗΝΑ, 5.— Ποσόν 160.000.000 δρχ. έχει προβλεφθεί από την ΕΤΒΑ για την εκτέλεση έργων υποδομής στη βιομηχανική ζώνη του Ηρακλείου Κρήτης. Τα έργα περιλαμβάνουν οδοποιία, ύδρευση, αποχέτευση και ηλεκτροφωτισμό.	[252, 714, 485, 811]
weather-row	[499, 1820, 692, 1834]
